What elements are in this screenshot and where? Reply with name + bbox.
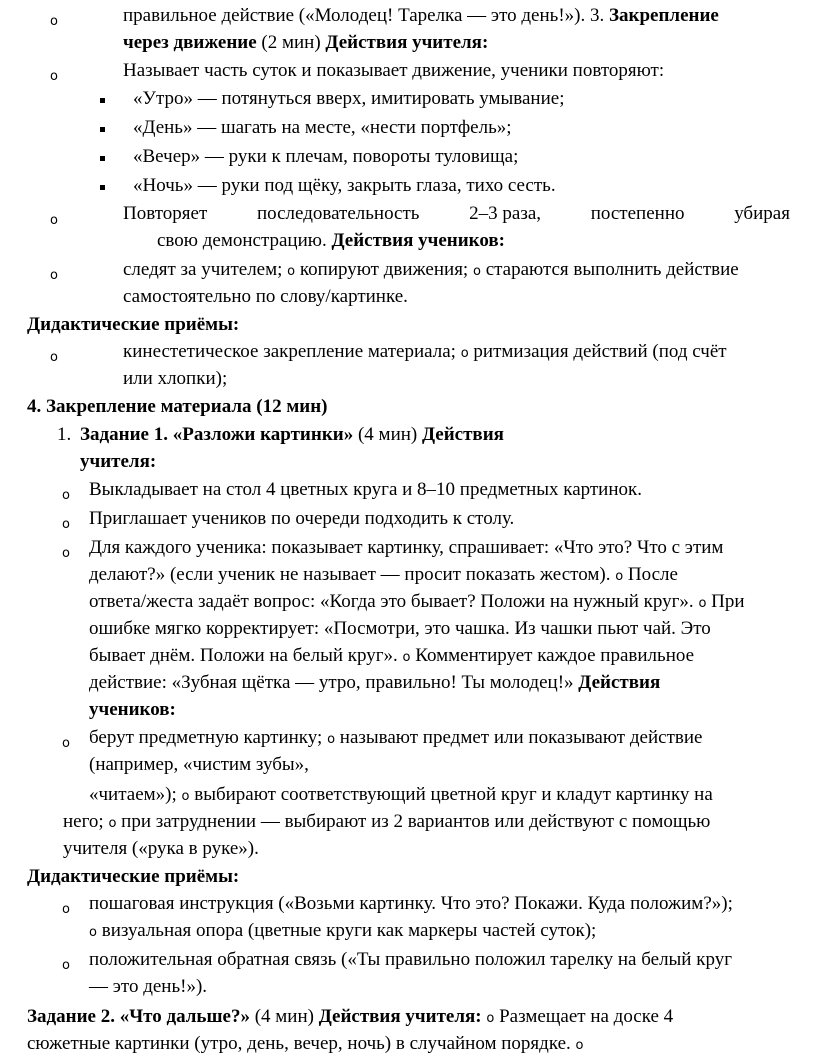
inline-bullet-circle: o: [575, 1038, 584, 1053]
bold-text: учителя:: [80, 451, 157, 472]
list-bullet-circle: o: [62, 958, 70, 973]
inline-bullet-circle: o: [460, 346, 469, 361]
text: сюжетные картинки (утро, день, вечер, ночь) в случайном порядке.: [27, 1033, 571, 1054]
text: (4 мин): [254, 1006, 314, 1027]
inline-bullet-circle: o: [486, 1011, 495, 1026]
text: следят за учителем;: [123, 259, 283, 280]
list-bullet-circle: o: [62, 488, 70, 503]
line: [89, 588, 745, 617]
text: ответа/жеста задаёт вопрос: «Когда это бывает? Положи на нужный круг».: [89, 591, 694, 612]
word: Повторяет: [123, 203, 208, 224]
text: кинестетическое закрепление материала;: [123, 341, 456, 362]
line: [123, 338, 727, 367]
text: берут предметную картинку;: [89, 727, 323, 748]
text: «читаем»);: [89, 784, 177, 805]
list-bullet-circle: o: [50, 350, 58, 365]
inline-bullet-circle: o: [181, 789, 190, 804]
paragraph: Называет часть суток и показывает движение, ученики повторяют:: [123, 60, 665, 81]
text: бывает днём. Положи на белый круг».: [89, 645, 398, 666]
bold-text: учеников:: [89, 699, 176, 720]
text: при затруднении — выбирают из 2 вариантов или действуют с помощью: [121, 811, 711, 832]
bold-text: Действия: [421, 424, 504, 445]
word: постепенно: [590, 203, 685, 224]
list-bullet-circle: o: [50, 14, 58, 29]
bold-text: Действия учеников:: [331, 230, 505, 251]
bold-text: Задание 1. «Разложи картинки»: [80, 424, 354, 445]
line: [89, 724, 702, 753]
line: самостоятельно по слову/картинке.: [123, 286, 408, 307]
list-item: «Вечер» — руки к плечам, повороты туловища;: [133, 146, 519, 167]
line: (например, «чистим зубы»,: [89, 754, 309, 775]
word: последовательность: [256, 203, 420, 224]
text: ритмизация действий (под счёт: [473, 341, 727, 362]
section-heading: Дидактические приёмы:: [27, 866, 240, 887]
text: него;: [63, 811, 104, 832]
text: свою демонстрацию.: [157, 230, 327, 251]
bold-text: Действия учителя:: [318, 1006, 482, 1027]
inline-bullet-circle: o: [615, 569, 624, 584]
justified-line: [123, 200, 790, 227]
line: Для каждого ученика: показывает картинку, спрашивает: «Что это? Что с этим: [89, 537, 724, 558]
inline-bullet-circle: o: [472, 264, 481, 279]
bold-text: Задание 2. «Что дальше?»: [27, 1006, 250, 1027]
text: делают?» (если ученик не называет — просит показать жестом).: [89, 564, 611, 585]
list-item: Приглашает учеников по очереди подходить к столу.: [89, 508, 515, 529]
list-number: 1.: [57, 424, 72, 445]
inline-bullet-circle: o: [327, 732, 336, 747]
line: [123, 29, 488, 56]
list-item: Выкладывает на стол 4 цветных круга и 8–10 предметных картинок.: [89, 479, 643, 500]
text: визуальная опора (цветные круги как маркеры частей суток);: [101, 920, 597, 941]
list-bullet-circle: o: [50, 69, 58, 84]
text: После: [627, 564, 678, 585]
line: [89, 669, 660, 696]
list-item: «Ночь» — руки под щёку, закрыть глаза, тихо сесть.: [133, 175, 556, 196]
text: стараются выполнить действие: [485, 259, 739, 280]
text: называют предмет или показывают действие: [339, 727, 703, 748]
word: 2–3 раза,: [469, 203, 542, 224]
line: [89, 561, 678, 590]
line: ошибке мягко корректирует: «Посмотри, это чашка. Из чашки пьют чай. Это: [89, 618, 711, 639]
line: [89, 642, 694, 671]
section-heading: 4. Закрепление материала (12 мин): [27, 396, 328, 417]
word: убирая: [734, 203, 790, 224]
square-bullet-icon: [100, 185, 105, 190]
bold-text: Закрепление: [608, 5, 719, 26]
square-bullet-icon: [100, 127, 105, 132]
inline-bullet-circle: o: [402, 650, 411, 665]
list-bullet-circle: o: [50, 268, 58, 283]
text: правильное действие («Молодец! Тарелка — это день!»). 3.: [123, 5, 605, 26]
line: или хлопки);: [123, 368, 228, 389]
square-bullet-icon: [100, 98, 105, 103]
text: действие: «Зубная щётка — утро, правильно! Ты молодец!»: [89, 672, 574, 693]
inline-bullet-circle: o: [698, 596, 707, 611]
square-bullet-icon: [100, 156, 105, 161]
line: учителя («рука в руке»).: [63, 838, 259, 859]
list-bullet-circle: o: [50, 213, 58, 228]
line: [89, 781, 713, 810]
line: положительная обратная связь («Ты правильно положил тарелку на белый круг: [89, 949, 733, 970]
line: [123, 256, 739, 285]
inline-bullet-circle: o: [89, 925, 97, 940]
inline-bullet-circle: o: [287, 264, 296, 279]
line: [157, 227, 505, 254]
line: [80, 421, 504, 448]
line: [63, 808, 710, 837]
line: — это день!»).: [89, 976, 208, 997]
line: [27, 1003, 673, 1032]
line: [123, 2, 719, 29]
line: [27, 1030, 583, 1059]
line: [89, 917, 596, 946]
text: (2 мин): [261, 32, 321, 53]
list-bullet-circle: o: [62, 517, 70, 532]
text: Комментирует каждое правильное: [415, 645, 695, 666]
bold-text: Действия: [578, 672, 661, 693]
bold-text: через движение: [123, 32, 257, 53]
list-bullet-circle: o: [62, 546, 70, 561]
text: выбирают соответствующий цветной круг и кладут картинку на: [194, 784, 713, 805]
list-bullet-circle: o: [62, 736, 70, 751]
inline-bullet-circle: o: [108, 816, 117, 831]
bold-text: Действия учителя:: [325, 32, 489, 53]
list-item: «Утро» — потянуться вверх, имитировать умывание;: [133, 88, 565, 109]
list-item: «День» — шагать на месте, «нести портфель»;: [133, 117, 512, 138]
text: Размещает на доске 4: [499, 1006, 674, 1027]
text: копируют движения;: [299, 259, 469, 280]
text: При: [711, 591, 745, 612]
list-bullet-circle: o: [62, 902, 70, 917]
text: (4 мин): [357, 424, 418, 445]
section-heading: Дидактические приёмы:: [27, 314, 240, 335]
line: пошаговая инструкция («Возьми картинку. Что это? Покажи. Куда положим?»);: [89, 893, 733, 914]
